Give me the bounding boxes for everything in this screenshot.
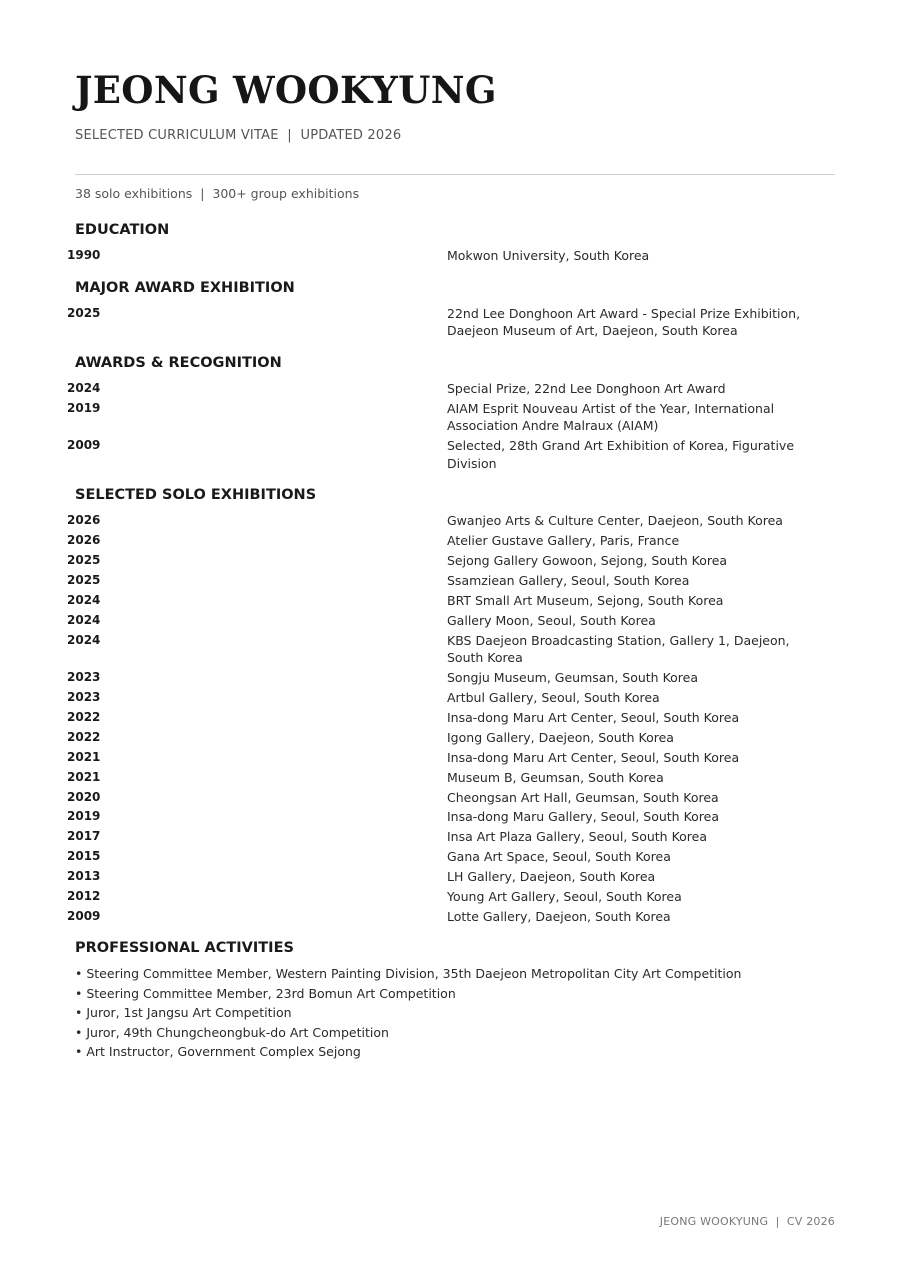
entry-year: 2023 [67,670,101,685]
activity-item: • Juror, 1st Jangsu Art Competition [75,1005,292,1021]
section-title: MAJOR AWARD EXHIBITION [75,279,295,296]
cv-entry [67,247,835,265]
entry-year: 2015 [67,849,101,864]
page-footer: JEONG WOOKYUNG | CV 2026 [659,1215,835,1228]
entry-year: 2024 [67,612,101,627]
entry-description: AIAM Esprit Nouveau Artist of the Year, International Association Andre Malraux (AIAM) [447,400,775,434]
entry-year: 2024 [67,592,101,607]
cv-entry [67,612,835,630]
entry-list [67,380,835,473]
activities-list [75,965,835,1060]
entry-year: 2025 [67,305,101,320]
entry-year: 2026 [67,513,101,528]
entry-year: 2023 [67,690,101,705]
section-title: EDUCATION [75,222,170,238]
cv-section [67,220,835,265]
section-title: AWARDS & RECOGNITION [75,354,282,371]
entry-year: 2021 [67,749,101,764]
cv-entry [67,380,835,398]
entry-description: Gwanjeo Arts & Culture Center, Daejeon, South Korea [447,513,783,529]
cv-entry [67,437,835,472]
entry-description: Songju Museum, Geumsan, South Korea [447,670,699,686]
entry-year: 2026 [67,533,101,548]
entry-description: Selected, 28th Grand Art Exhibition of Korea, Figurative Division [447,438,795,471]
professional-activities-section [75,938,835,1060]
activity-item: • Juror, 49th Chungcheongbuk-do Art Competition [75,1024,389,1040]
entry-list [67,305,835,340]
cv-section [67,485,835,925]
entry-description: LH Gallery, Daejeon, South Korea [447,869,656,885]
cv-entry [67,789,835,807]
entry-description: Insa-dong Maru Art Center, Seoul, South Korea [447,749,740,765]
entry-description: Sejong Gallery Gowoon, Sejong, South Korea [447,553,728,569]
header-divider [75,174,835,175]
document-subtitle: SELECTED CURRICULUM VITAE | UPDATED 2026 [75,128,402,143]
entry-year: 2009 [67,438,101,453]
entry-year: 2020 [67,789,101,804]
cv-entry [67,669,835,687]
cv-entry [67,769,835,787]
cv-entry [67,729,835,747]
entry-year: 2024 [67,632,101,647]
entry-description: Insa Art Plaza Gallery, Seoul, South Korea [447,829,708,845]
entry-description: Special Prize, 22nd Lee Donghoon Art Award [447,380,726,396]
entry-description: Gallery Moon, Seoul, South Korea [447,612,656,628]
entry-description: Mokwon University, South Korea [447,248,650,263]
entry-year: 2019 [67,400,101,415]
cv-entry [67,709,835,727]
cv-entry [67,532,835,550]
cv-entry [67,552,835,570]
cv-sections [67,220,835,925]
activity-item: • Steering Committee Member, Western Painting Division, 35th Daejeon Metropolitan City Art Competition [75,966,742,982]
entry-year: 2025 [67,553,101,568]
cv-entry [67,848,835,866]
entry-description: KBS Daejeon Broadcasting Station, Gallery 1, Daejeon, South Korea [447,632,790,666]
section-title: SELECTED SOLO EXHIBITIONS [75,487,317,504]
cv-entry [67,908,835,926]
cv-entry [67,572,835,590]
entry-year: 2009 [67,908,101,923]
entry-year: 2022 [67,729,101,744]
entry-description: 22nd Lee Donghoon Art Award - Special Prize Exhibition, Daejeon Museum of Art, Daejeon, South Korea [447,305,801,339]
entry-description: Museum B, Geumsan, South Korea [447,769,664,785]
cv-entry [67,632,835,667]
entry-description: Artbul Gallery, Seoul, South Korea [447,690,660,706]
entry-description: Cheongsan Art Hall, Geumsan, South Korea [447,789,719,805]
section-title: PROFESSIONAL ACTIVITIES [75,940,294,957]
cv-entry [67,305,835,340]
entry-year: 2025 [67,573,101,588]
cv-entry [67,868,835,886]
entry-description: Gana Art Space, Seoul, South Korea [447,849,671,865]
entry-description: Young Art Gallery, Seoul, South Korea [447,888,682,904]
entry-year: 2017 [67,829,101,844]
entry-year: 2024 [67,380,101,395]
entry-description: Igong Gallery, Daejeon, South Korea [447,729,674,745]
cv-entry [67,592,835,610]
entry-year: 2012 [67,888,101,903]
cv-entry [67,888,835,906]
entry-year: 2019 [67,809,101,824]
cv-entry [67,400,835,435]
entry-description: Ssamziean Gallery, Seoul, South Korea [447,573,690,589]
entry-description: BRT Small Art Museum, Sejong, South Korea [447,592,724,608]
cv-entry [67,689,835,707]
cv-section [67,278,835,340]
cv-entry [67,749,835,767]
entry-description: Insa-dong Maru Gallery, Seoul, South Korea [447,809,720,825]
entry-description: Insa-dong Maru Art Center, Seoul, South Korea [447,709,740,725]
entry-year: 2013 [67,869,101,884]
cv-entry [67,828,835,846]
entry-list [67,247,835,265]
entry-year: 1990 [67,248,101,262]
cv-content [67,185,835,1062]
exhibition-stats: 38 solo exhibitions | 300+ group exhibitions [75,186,360,201]
entry-year: 2021 [67,769,101,784]
entry-year: 2022 [67,709,101,724]
cv-section [67,353,835,473]
entry-list [67,512,835,925]
entry-description: Lotte Gallery, Daejeon, South Korea [447,908,671,924]
activity-item: • Steering Committee Member, 23rd Bomun Art Competition [75,985,456,1001]
entry-description: Atelier Gustave Gallery, Paris, France [447,533,680,549]
activity-item: • Art Instructor, Government Complex Sejong [75,1044,361,1060]
cv-entry [67,512,835,530]
cv-entry [67,808,835,826]
artist-name: JEONG WOOKYUNG [75,68,497,112]
